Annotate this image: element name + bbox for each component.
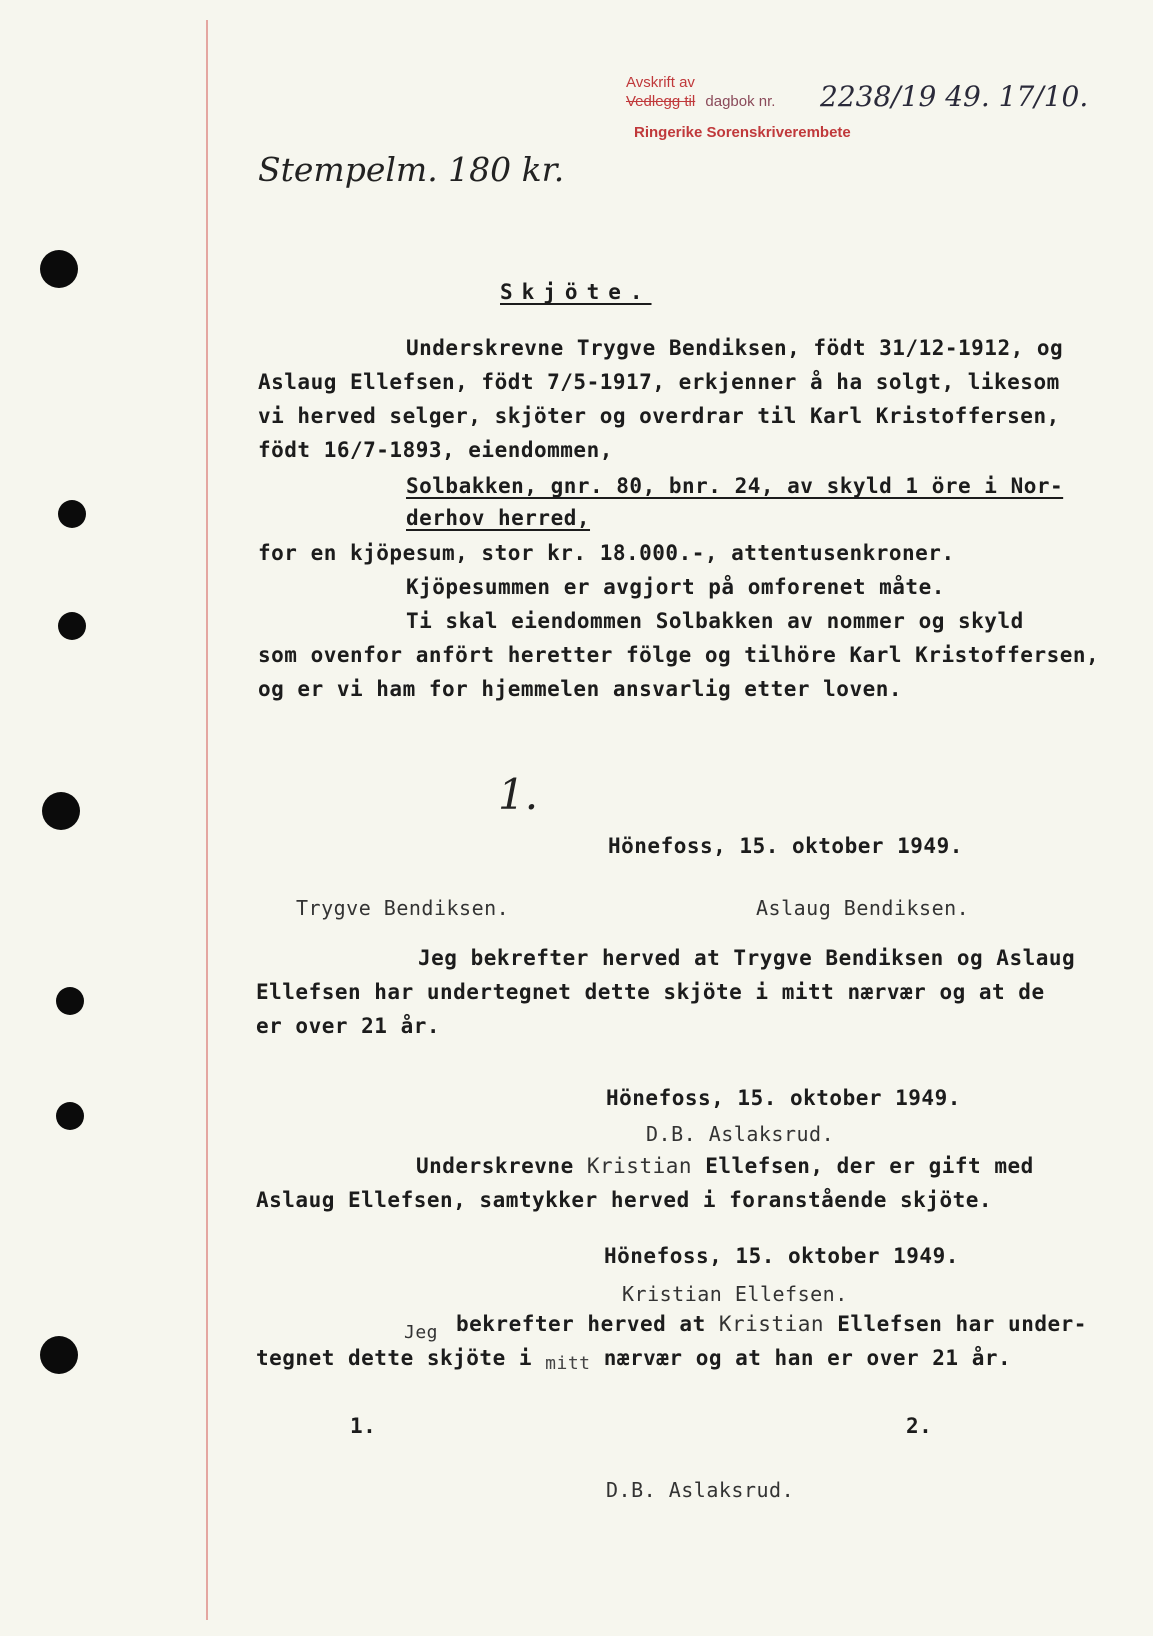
date-line: Hönefoss, 15. oktober 1949.	[608, 834, 963, 858]
body-line: Ti skal eiendommen Solbakken av nommer og skyld	[406, 609, 1024, 633]
signature-trygve: Trygve Bendiksen.	[296, 896, 510, 920]
stamp-line-1: Avskrift av	[626, 74, 695, 91]
confirmation-line	[456, 1312, 1087, 1336]
punch-hole	[40, 250, 78, 288]
confirmation-text: nærvær og at han er over 21 år.	[603, 1346, 1012, 1370]
witness-number-2: 2.	[906, 1414, 933, 1438]
consent-line	[416, 1154, 1034, 1178]
consent-text: Ellefsen, der er gift med	[705, 1154, 1034, 1178]
date-line: Hönefoss, 15. oktober 1949.	[604, 1244, 959, 1268]
document-title: Skjöte.	[500, 280, 652, 304]
body-line: for en kjöpesum, stor kr. 18.000.-, attentusenkroner.	[258, 541, 955, 565]
confirmation-line: er over 21 år.	[256, 1014, 441, 1038]
margin-line	[206, 20, 208, 1620]
date-line: Hönefoss, 15. oktober 1949.	[606, 1086, 961, 1110]
confirmation-name: Kristian	[718, 1312, 825, 1336]
confirmation-line: Ellefsen har undertegnet dette skjöte i mitt nærvær og at de	[256, 980, 1045, 1004]
signature-kristian: Kristian Ellefsen.	[622, 1282, 848, 1306]
confirmation-text: tegnet dette skjöte i	[256, 1346, 533, 1370]
stamp-line-2	[626, 93, 775, 110]
fee-note: Stempelm. 180 kr.	[258, 150, 565, 189]
property-line: Solbakken, gnr. 80, bnr. 24, av skyld 1 öre i Nor-	[406, 474, 1064, 498]
body-line: som ovenfor anfört heretter fölge og tilhöre Karl Kristoffersen,	[258, 643, 1100, 667]
punch-hole	[58, 500, 86, 528]
body-line: og er vi ham for hjemmelen ansvarlig etter loven.	[258, 677, 903, 701]
confirmation-text: bekrefter herved at	[456, 1312, 706, 1336]
signature-aslaug: Aslaug Bendiksen.	[756, 896, 970, 920]
confirmation-mitt: mitt	[545, 1353, 591, 1374]
stamp-handwritten-number: 2238/19 49. 17/10.	[820, 80, 1089, 113]
body-line: vi herved selger, skjöter og overdrar til Karl Kristoffersen,	[258, 404, 1060, 428]
witness-mark: 1.	[498, 770, 539, 819]
consent-text: Underskrevne	[416, 1154, 574, 1178]
body-line: Kjöpesummen er avgjort på omforenet måte.	[406, 575, 945, 599]
body-line: Aslaug Ellefsen, födt 7/5-1917, erkjenner å ha solgt, likesom	[258, 370, 1060, 394]
stamp-struck-text: Vedlegg til	[626, 93, 696, 110]
confirmation-jeg: Jeg	[404, 1322, 439, 1343]
body-line: födt 16/7-1893, eiendommen,	[258, 438, 613, 462]
consent-name: Kristian	[586, 1154, 693, 1178]
body-line: Underskrevne Trygve Bendiksen, födt 31/12-1912, og	[406, 336, 1064, 360]
consent-line: Aslaug Ellefsen, samtykker herved i foranstående skjöte.	[256, 1188, 993, 1212]
witness-number-1: 1.	[350, 1414, 377, 1438]
punch-hole	[56, 1102, 84, 1130]
witness-signature: D.B. Aslaksrud.	[646, 1122, 835, 1146]
punch-hole	[40, 1336, 78, 1374]
property-line: derhov herred,	[406, 506, 591, 530]
stamp-line-3: Ringerike Sorenskriverembete	[634, 124, 851, 141]
confirmation-line	[256, 1346, 1012, 1374]
punch-hole	[56, 987, 84, 1015]
witness-signature-final: D.B. Aslaksrud.	[606, 1478, 795, 1502]
punch-hole	[58, 612, 86, 640]
punch-hole	[42, 792, 80, 830]
confirmation-line: Jeg bekrefter herved at Trygve Bendiksen og Aslaug	[418, 946, 1076, 970]
stamp-dagbok: dagbok nr.	[705, 93, 776, 110]
confirmation-text: Ellefsen har under-	[837, 1312, 1087, 1336]
